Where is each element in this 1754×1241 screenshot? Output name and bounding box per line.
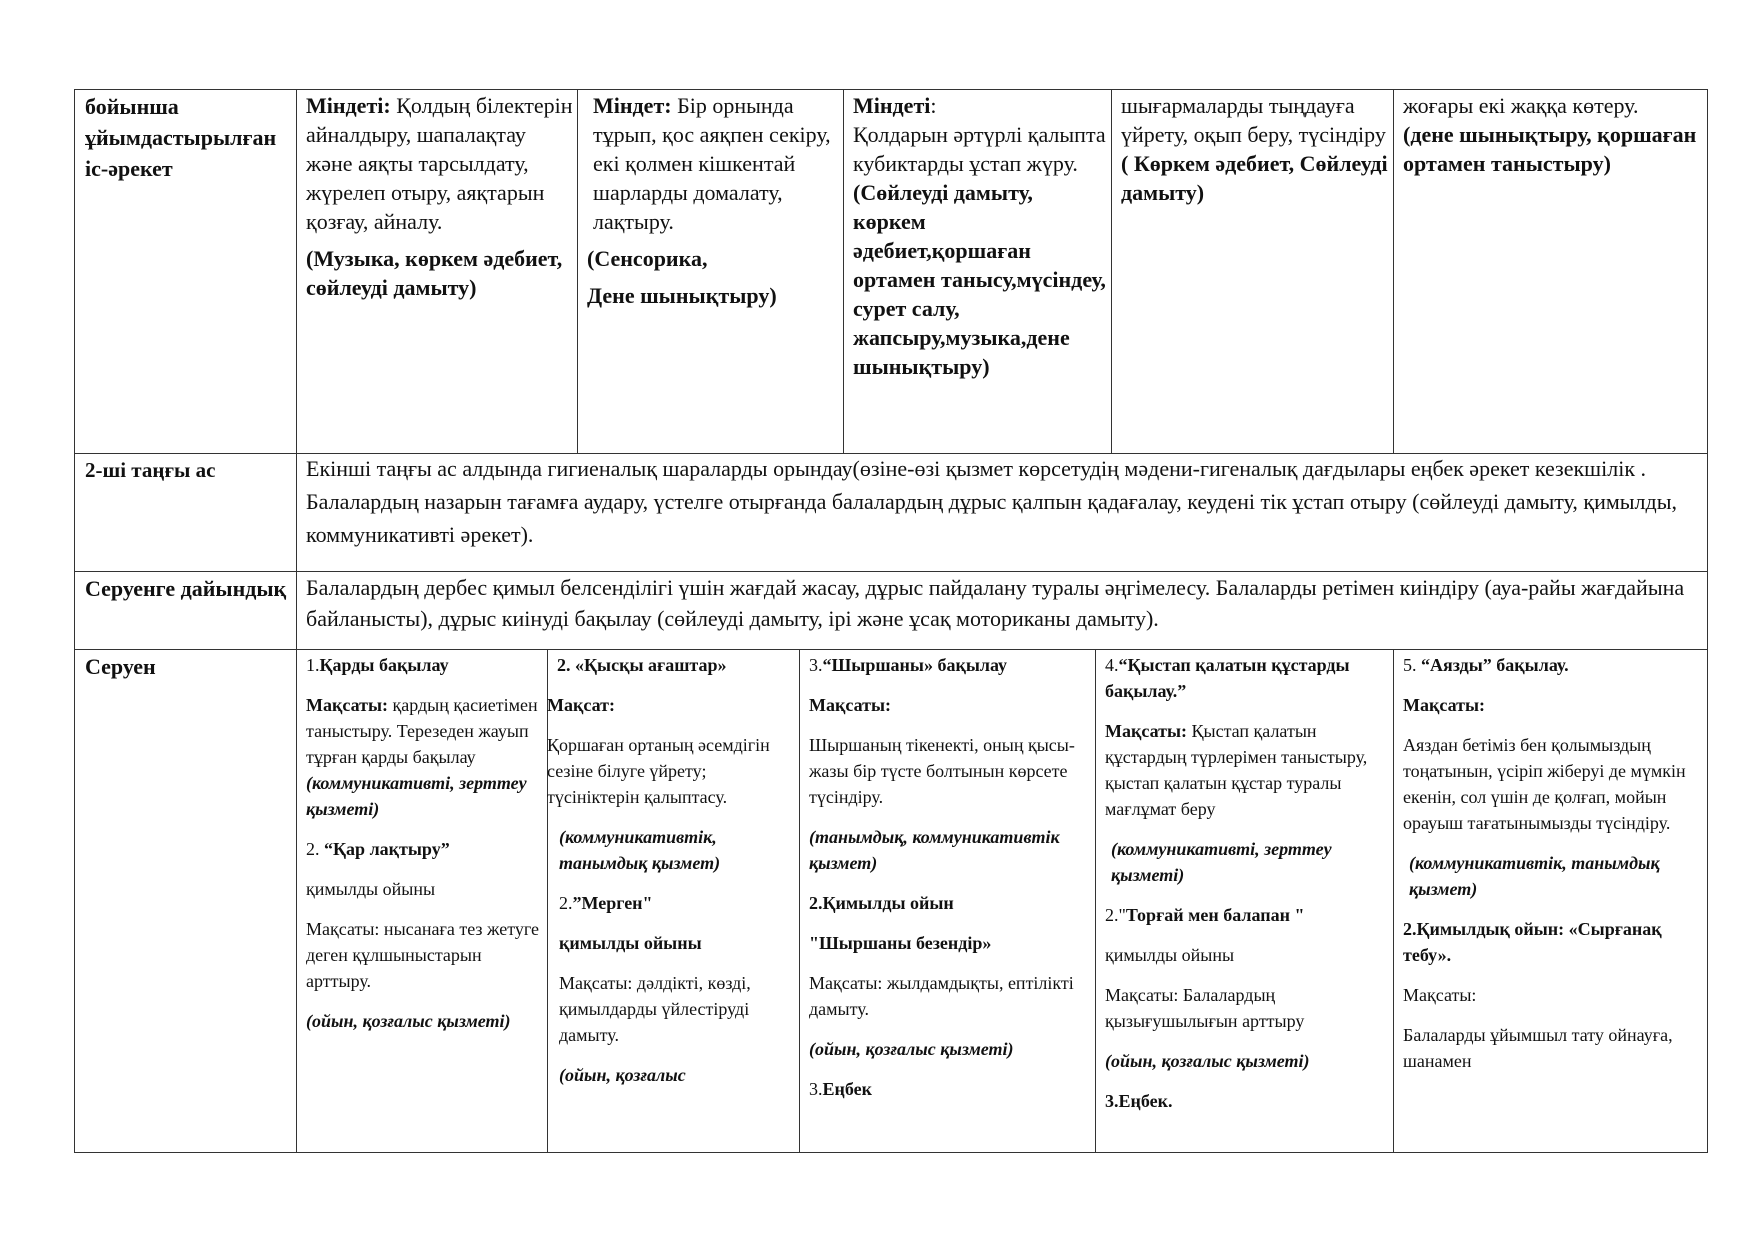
row-divider (74, 649, 1708, 650)
column-divider (1393, 649, 1394, 1153)
subject-tag: (дене шынықтыру, қоршаған ортамен таныстыру) (1403, 122, 1697, 176)
activity-tag: (ойын, қозғалыс (559, 1065, 686, 1085)
row-label-organized-activity: бойынша ұйымдастырылған іс-әрекет (85, 94, 277, 181)
activity-tag: (коммуникативті, зерттеу қызметі) (306, 773, 527, 819)
row-label-second-breakfast: 2-ші таңғы ас (85, 458, 216, 482)
game-title: ”Мерген" (572, 893, 653, 913)
subject-tag: ( Көркем әдебиет, Сөйлеуді дамыту) (1121, 151, 1388, 205)
activity-tag: (ойын, қозғалыс қызметі) (1105, 1051, 1310, 1071)
task-text: жоғары екі жаққа көтеру. (1403, 93, 1639, 118)
walk-title: “Аязды” бақылау. (1421, 655, 1569, 675)
task-label: Міндеті: (306, 93, 391, 118)
task-label: Міндеті (853, 93, 931, 118)
game-title: 2.Қимылдық ойын: «Сырғанақ тебу». (1403, 919, 1662, 965)
column-divider (296, 89, 297, 1153)
task-text: Қолдың білектерін айналдыру, шапалақтау және аяқты тарсылдату, жүрелеп отыру, аяқтарын қозғау, айналу. (306, 93, 573, 234)
row-label-walk: Серуен (85, 654, 156, 679)
walk-cell-2: 2. «Қысқы ағаштар» Мақсат: Қоршаған ортаның әсемдігін сезіне білуге үйрету; түсініктерін қалыптасу. (коммуникативтік, танымдық қызмет) 2.”Мерген" қимылды ойыны Мақсаты: дәлдікті, көзді, қимылдарды үйлестіруді дамыту. (ойын, қозғалыс (547, 652, 796, 1088)
column-divider (843, 89, 844, 453)
column-divider (799, 649, 800, 1153)
column-divider (1095, 649, 1096, 1153)
second-breakfast-text: Екінші таңғы ас алдында гигиеналық шараларды орындау(өзіне-өзі қызмет көрсетудің мәдени-гигеналық дағдылары еңбек әрекет кезекшілік . Балалардың назарын тағамға аудару, үстелге отырғанда балалардың дұрыс қалпын қадағалау, кеудені тік ұстап отыру (сөйлеуді дамыту, қимылды, коммуникативті әрекет). (306, 456, 1678, 547)
walk-cell-5: 5. “Аязды” бақылау. Мақсаты: Аяздан бетіміз бен қолымыздың тоңатынын, үсіріп жіберуі де мүмкін екенін, сол үшін де қолғап, мойын орауыш тағатынымызды түсіндіру. (коммуникативтік, танымдық қызмет) 2.Қимылдық ойын: «Сырғанақ тебу». Мақсаты: Балаларды ұйымшыл тату ойнауға, шанамен (1403, 652, 1703, 1074)
activity-cell-1 (306, 91, 574, 302)
activity-cell-3: Міндеті: Қолдарын әртүрлі қалыпта кубиктарды ұстап жүру. (Сөйлеуді дамыту, көркем әдебиет,қоршаған ортамен танысу,мүсіндеу, сурет салу, жапсыру,музыка,дене шынықтыру) (853, 93, 1106, 379)
activity-tag: (ойын, қозғалыс қызметі) (809, 1039, 1014, 1059)
column-divider (1393, 89, 1394, 453)
task-text: Бір орнында тұрып, қос аяқпен секіру, екі қолмен кішкентай шарларды домалату, лақтыру. (593, 93, 831, 234)
walk-cell-3: 3.“Шыршаны» бақылау Мақсаты: Шыршаның тікенекті, оның қысы-жазы бір түсте болтынын көрсете түсіндіру. (танымдық, коммуникативтік қызмет) 2.Қимылды ойын "Шыршаны безендір» Мақсаты: жылдамдықты, ептілікті дамыту. (ойын, қозғалыс қызметі) 3.Еңбек (809, 652, 1091, 1102)
activity-cell-5 (1403, 91, 1703, 178)
activity-tag: (коммуникативтік, танымдық қызмет) (559, 827, 721, 873)
activity-tag: (ойын, қозғалыс қызметі) (306, 1011, 511, 1031)
task-label: Міндет: (593, 93, 672, 118)
column-divider (1111, 89, 1112, 453)
walk-cell-1: 1.Қарды бақылау Мақсаты: қардың қасиетімен таныстыру. Терезеден жауып тұрған қарды бақылау (коммуникативті, зерттеу қызметі) 2. “Қар лақтыру” қимылды ойыны Мақсаты: нысанаға тез жетуге деген құлшыныстарын арттыру. (ойын, қозғалыс қызметі) (306, 652, 544, 1034)
walk-title: Қарды бақылау (319, 655, 449, 675)
subject-tag: (Сенсорика, (587, 246, 708, 271)
activity-cell-4 (1121, 91, 1389, 207)
walk-title: 2. «Қысқы ағаштар» (557, 655, 727, 675)
activity-tag: (коммуникативтік, танымдық қызмет) (1409, 853, 1660, 899)
game-title: 2.Қимылды ойын (809, 893, 954, 913)
walk-title: “Шыршаны» бақылау (822, 655, 1008, 675)
subject-tag: (Музыка, көркем әдебиет, сөйлеуді дамыту) (306, 246, 563, 300)
activity-tag: (коммуникативті, зерттеу қызметі) (1111, 839, 1332, 885)
task-text: шығармаларды тыңдауға үйрету, оқып беру, түсіндіру (1121, 93, 1386, 147)
task-text: Қолдарын әртүрлі қалыпта кубиктарды ұстап жүру. (853, 122, 1106, 176)
game-title: Торғай мен балапан " (1125, 905, 1305, 925)
column-divider (577, 89, 578, 453)
row-label-walk-preparation: Серуенге дайындық (85, 576, 287, 601)
subject-tag: (Сөйлеуді дамыту, көркем әдебиет,қоршаған ортамен танысу,мүсіндеу, сурет салу, жапсыру,музыка,дене шынықтыру) (853, 180, 1106, 379)
walk-cell-4: 4.“Қыстап қалатын құстарды бақылау.” Мақсаты: Қыстап қалатын құстардың түрлерімен таныстыру, қыстап қалатын құстар туралы мағлұмат беру (коммуникативті, зерттеу қызметі) 2."Торғай мен балапан " қимылды ойыны Мақсаты: Балалардың қызығушылығын арттыру (ойын, қозғалыс қызметі) 3.Еңбек. (1105, 652, 1389, 1114)
game-title: “Қар лақтыру” (324, 839, 450, 859)
walk-title: “Қыстап қалатын құстарды бақылау.” (1105, 655, 1350, 701)
activity-cell-2 (587, 91, 839, 310)
subject-tag: Дене шынықтыру) (587, 283, 777, 308)
walk-preparation-text: Балалардың дербес қимыл белсенділігі үшін жағдай жасау, дұрыс пайдалану туралы әңгімелесу. Балаларды ретімен киіндіру (ауа-райы жағдайына байланысты), дұрыс киінуді бақылау (сөйлеуді дамыту, ірі және ұсақ моториканы дамыту). (306, 575, 1685, 631)
activity-tag: (танымдық, коммуникативтік қызмет) (809, 827, 1060, 873)
